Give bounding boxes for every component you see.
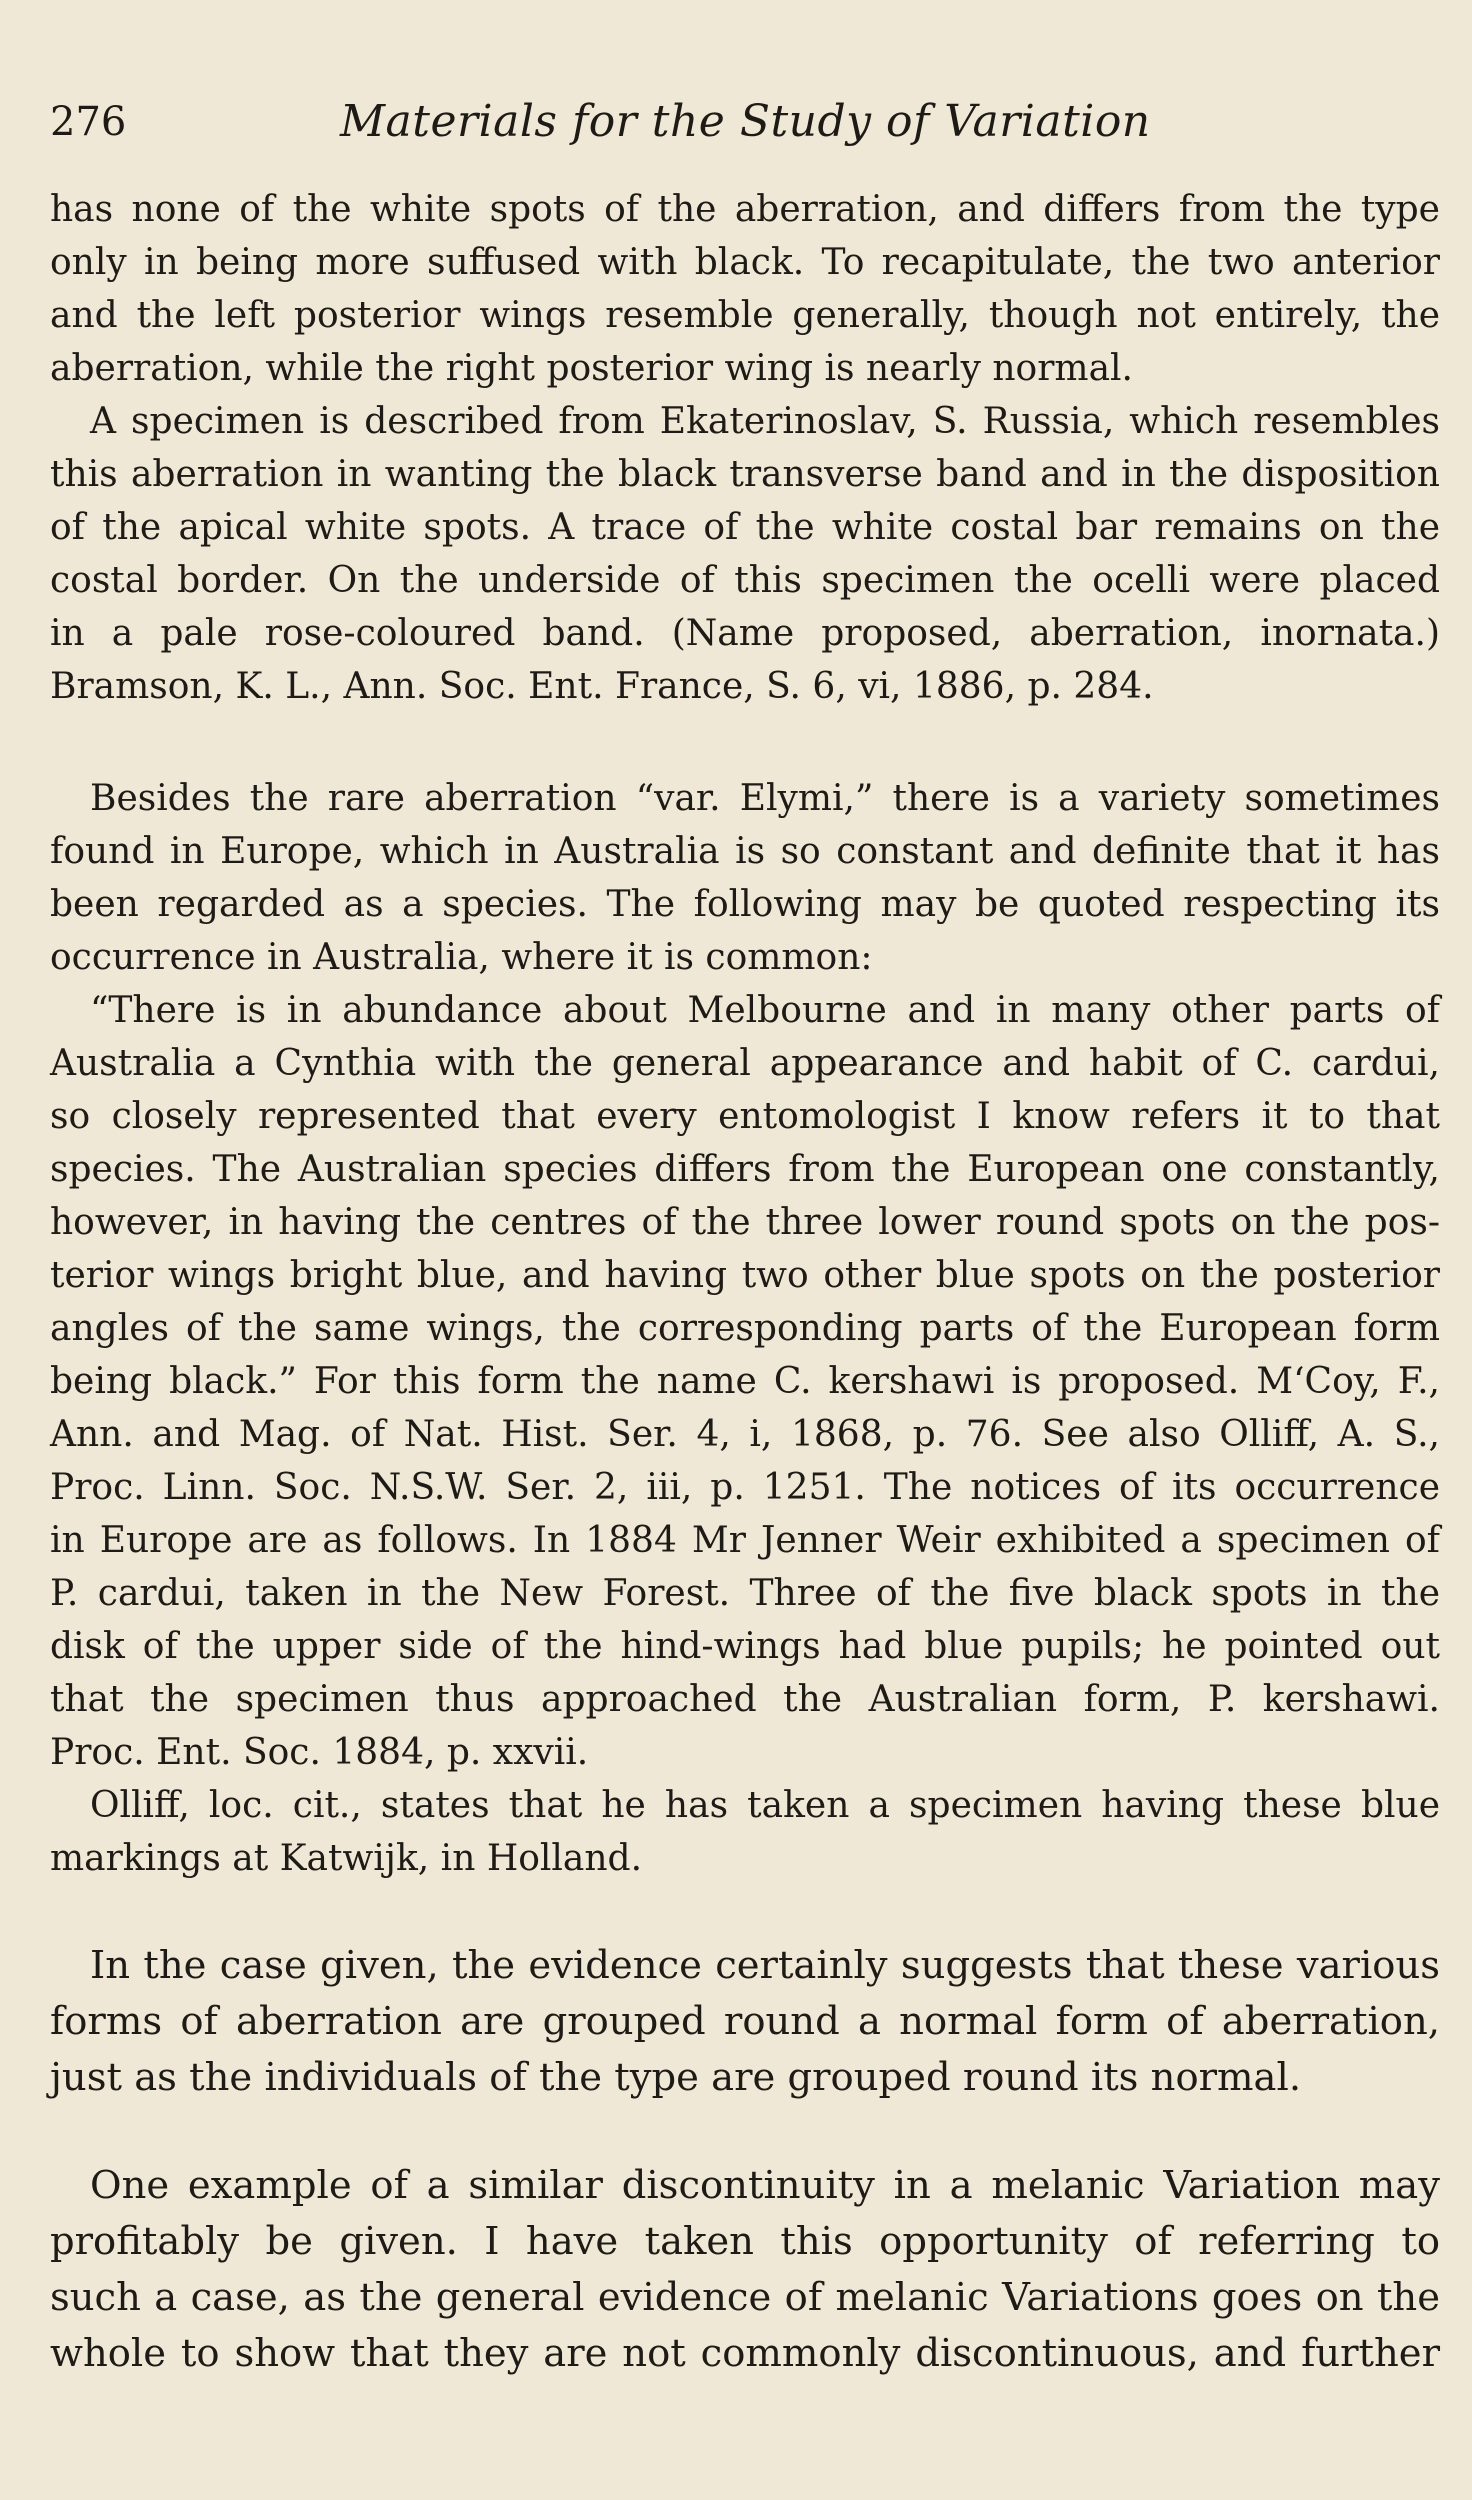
text-line: In the case given, the evidence certainly suggests that these various: [90, 1943, 1440, 1988]
text-line: this aberration in wanting the black transverse band and in the disposition: [50, 454, 1440, 495]
text-line: aberration, while the right posterior wing is nearly normal.: [50, 348, 1133, 389]
paragraph-block-3: [50, 1938, 1440, 2106]
text-line: Proc. Linn. Soc. N.S.W. Ser. 2, iii, p. 1251. The notices of its occurrence: [50, 1467, 1440, 1508]
text-line: Bramson, K. L., Ann. Soc. Ent. France, S. 6, vi, 1886, p. 284.: [50, 666, 1154, 707]
text-line: One example of a similar discontinuity in a melanic Variation may: [90, 2163, 1440, 2208]
text-line: costal border. On the underside of this specimen the ocelli were placed: [50, 560, 1440, 601]
text-line: A specimen is described from Ekaterinoslav, S. Russia, which resembles: [90, 401, 1440, 442]
page-number: 276: [50, 99, 127, 145]
text-line: so closely represented that every entomologist I know refers it to that: [50, 1096, 1440, 1137]
text-line: profitably be given. I have taken this opportunity of referring to: [50, 2219, 1440, 2264]
text-line: that the specimen thus approached the Australian form, P. kershawi.: [50, 1679, 1440, 1720]
text-line: just as the individuals of the type are grouped round its normal.: [50, 2055, 1302, 2100]
paragraph-block-1: [50, 183, 1440, 713]
text-line: “There is in abundance about Melbourne and in many other parts of: [90, 990, 1440, 1031]
text-line: found in Europe, which in Australia is so constant and definite that it has: [50, 831, 1440, 872]
text-line: in Europe are as follows. In 1884 Mr Jenner Weir exhibited a specimen of: [50, 1520, 1440, 1561]
text-line: and the left posterior wings resemble generally, though not entirely, the: [50, 295, 1440, 336]
text-line: markings at Katwijk, in Holland.: [50, 1838, 643, 1879]
paragraph-block-4: [50, 2158, 1440, 2382]
text-line: Besides the rare aberration “var. Elymi,” there is a variety sometimes: [90, 778, 1440, 819]
text-line: species. The Australian species differs from the European one constantly,: [50, 1149, 1440, 1190]
text-line: Australia a Cynthia with the general appearance and habit of C. cardui,: [50, 1043, 1440, 1084]
paragraph-block-2: [50, 772, 1440, 1885]
text-line: such a case, as the general evidence of melanic Variations goes on the: [50, 2275, 1440, 2320]
text-line: in a pale rose-coloured band. (Name proposed, aberration, inornata.): [50, 613, 1440, 654]
running-title: Materials for the Study of Variation: [340, 96, 1151, 147]
text-line: occurrence in Australia, where it is common:: [50, 937, 873, 978]
text-line: has none of the white spots of the aberration, and differs from the type: [50, 189, 1440, 230]
text-line: being black.” For this form the name C. kershawi is proposed. M‘Coy, F.,: [50, 1361, 1440, 1402]
text-line: Proc. Ent. Soc. 1884, p. xxvii.: [50, 1732, 589, 1773]
text-line: forms of aberration are grouped round a normal form of aberration,: [50, 1999, 1440, 2044]
text-line: Ann. and Mag. of Nat. Hist. Ser. 4, i, 1868, p. 76. See also Olliff, A. S.,: [50, 1414, 1440, 1455]
text-line: only in being more suffused with black. To recapitulate, the two anterior: [50, 242, 1440, 283]
text-line: terior wings bright blue, and having two other blue spots on the posterior: [50, 1255, 1440, 1296]
text-line: of the apical white spots. A trace of the white costal bar remains on the: [50, 507, 1440, 548]
text-line: been regarded as a species. The following may be quoted respecting its: [50, 884, 1440, 925]
text-line: disk of the upper side of the hind-wings had blue pupils; he pointed out: [50, 1626, 1440, 1667]
text-line: whole to show that they are not commonly discontinuous, and further: [50, 2331, 1440, 2376]
text-line: P. cardui, taken in the New Forest. Three of the five black spots in the: [50, 1573, 1440, 1614]
text-line: however, in having the centres of the three lower round spots on the pos-: [50, 1202, 1440, 1243]
page-header: [50, 92, 1422, 152]
text-line: Olliff, loc. cit., states that he has taken a specimen having these blue: [90, 1785, 1440, 1826]
text-line: angles of the same wings, the corresponding parts of the European form: [50, 1308, 1440, 1349]
